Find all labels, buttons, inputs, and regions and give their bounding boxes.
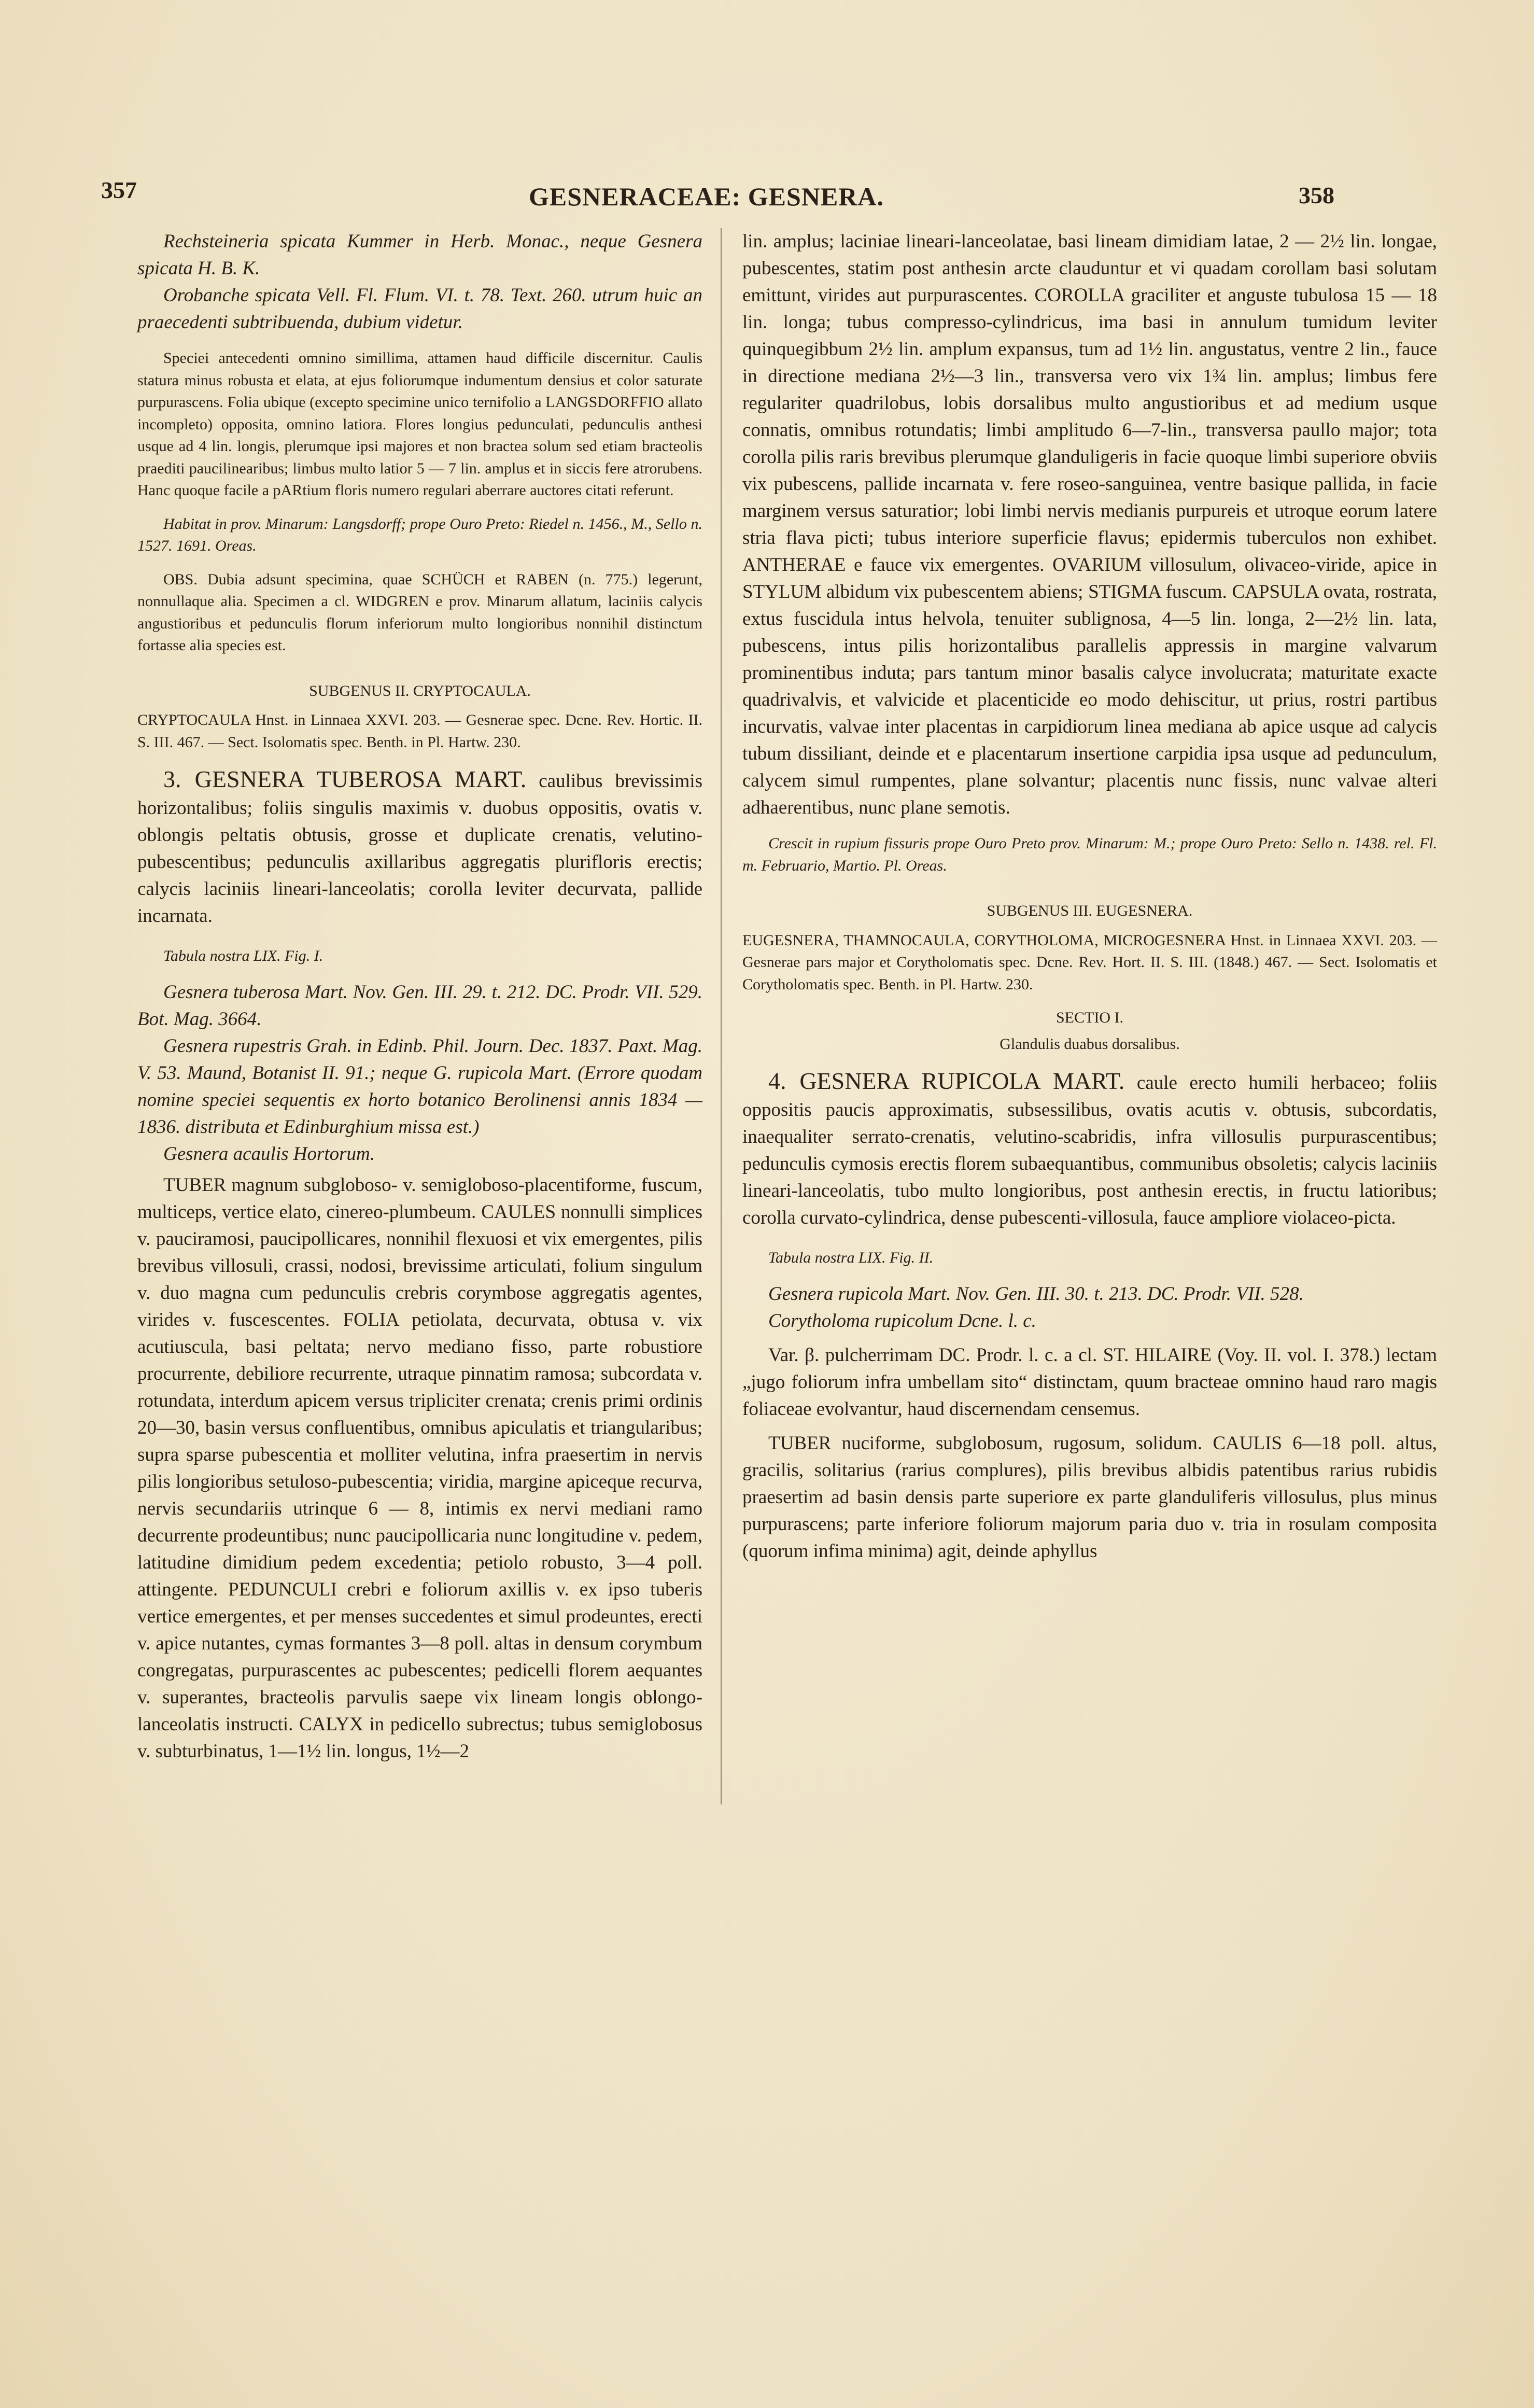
- habitat: Habitat in prov. Minarum: Langsdorff; prope Ouro Preto: Riedel n. 1456., M., Sello n. 1527. 1691. Oreas.: [137, 515, 702, 554]
- running-title: GESNERACEAE: GESNERA.: [529, 182, 884, 211]
- subgenus-references: EUGESNERA, THAMNOCAULA, CORYTHOLOMA, MICROGESNERA Hnst. in Linnaea XXVI. 203. — Gesnerae pars major et Corytholomatis spec. Dcne. Rev. Hort. II. S. III. (1848.) 467. — Sect. Isolomatis et Corytholomatis spec. Benth. in Pl. Hartw. 230.: [742, 931, 1437, 993]
- species-diagnosis: [137, 765, 702, 930]
- species-diagnosis-text: caule erecto humili herbaceo; foliis oppositis paucis approximatis, subsessilibus, ovatis acutis v. obtusis, subcordatis, inaequaliter serrato-crenatis, velutino-scabridis, infra villosulis purpurascentibus; pedunculis cymosis erectis florem subaequantibus, communibus obsoletis; calycis laciniis lineari-lanceolatis, tubo multo longioribus, post anthesin erectis, in fructu latioribus; corolla curvato-cylindrica, dense pubescenti-villosula, fauce ampliore violaceo-picta.: [742, 1072, 1438, 1228]
- synonym: Gesnera tuberosa Mart. Nov. Gen. III. 29. t. 212. DC. Prodr. VII. 529. Bot. Mag. 3664.: [137, 981, 702, 1030]
- page-number-left: 357: [101, 177, 137, 203]
- synonym: Gesnera rupicola Mart. Nov. Gen. III. 30. t. 213. DC. Prodr. VII. 528.: [768, 1283, 1304, 1305]
- section-heading: SECTIO I.: [1056, 1009, 1123, 1026]
- synonym: Gesnera rupestris Grah. in Edinb. Phil. Journ. Dec. 1837. Paxt. Mag. V. 53. Maund, Botanist II. 91.; neque G. rupicola Mart. (Errore quodam nomine speciei sequentis ex horto botanico Berolinensi annis 1834 — 1836. distributa et Edinburghium missa est.): [137, 1035, 702, 1138]
- synonym: Gesnera acaulis Hortorum.: [163, 1143, 375, 1165]
- synonym: Orobanche spicata Vell. Fl. Flum. VI. t. 78. Text. 260. utrum huic an praecedenti subtribuenda, dubium videtur.: [137, 285, 702, 333]
- plate-reference: Tabula nostra LIX. Fig. I.: [163, 947, 323, 964]
- section-description: Glandulis duabus dorsalibus.: [1000, 1035, 1180, 1053]
- plate-reference: Tabula nostra LIX. Fig. II.: [768, 1249, 934, 1266]
- habitat: Crescit in rupium fissuris prope Ouro Preto prov. Minarum: M.; prope Ouro Preto: Sello n. 1438. rel. Fl. m. Februario, Martio. Pl. Oreas.: [742, 835, 1437, 874]
- species-heading: 3. GESNERA TUBEROSA MART.: [163, 766, 527, 792]
- subgenus-heading: SUBGENUS II. CRYPTOCAULA.: [309, 682, 531, 699]
- synonym: Corytholoma rupicolum Dcne. l. c.: [768, 1310, 1036, 1332]
- observation: OBS. Dubia adsunt specimina, quae SCHÜCH et RABEN (n. 775.) legerunt, nonnullaque alia. Specimen a cl. WIDGREN e prov. Minarum allatum, laciniis calycis angustioribus et pedunculis florum inferiorum multo longioribus nonnihil distinctum fortasse alia species est.: [137, 570, 702, 654]
- description-paragraph: TUBER magnum subgloboso- v. semigloboso-placentiforme, fuscum, multiceps, vertice elato, cinereo-plumbeum. CAULES nonnulli simplices v. pauciramosi, paucipollicares, nonnihil flexuosi et vix emergentes, pilis brevibus villosuli, crassi, nodosi, brevissime articulati, folium singulum v. duo magna cum pedunculis crebris corymbose aggregatis agentes, virides v. fuscescentes. FOLIA petiolata, decurvata, obtusa v. vix acutiuscula, basi peltata; nervo mediano fisso, parte robustiore procurrente, debiliore recurrente, utraque pinnatim ramosa; subcordata v. rotundata, interdum apicem versus tripliciter crenata; crenis primi ordinis 20—30, basin versus confluentibus, omnibus apiculatis et triangularibus; supra sparse pubescentia et molliter velutina, infra praesertim in nervis pilis longioribus setuloso-pubescentia; viridia, margine apiceque recurva, nervis secundariis utrinque 6 — 8, intimis ex nervi mediani ramo decurrente prodeuntibus; nunc paucipollicaria nunc longitudine v. pedem, latitudine dimidium pedem excedentia; petiolo robusto, 3—4 poll. attingente. PEDUNCULI crebri e foliorum axillis v. ex ipso tuberis vertice emergentes, et per menses succedentes et simul prodeuntes, erecti v. apice nutantes, cymas formantes 3—8 poll. altas in densum corymbum congregatas, purpurascentes ac pubescentes; pedicelli florem aequantes v. superantes, bracteolis parvulis saepe vix lineam longis oblongo-lanceolatis instructi. CALYX in pedicello subrectus; tubus semiglobosus v. subturbinatus, 1—1½ lin. longus, 1½—2: [137, 1174, 702, 1762]
- species-diagnosis: [742, 1067, 1437, 1231]
- note-paragraph: Speciei antecedenti omnino simillima, attamen haud difficile discernitur. Caulis statura minus robusta et elata, at ejus foliorumque indumentum densius et color saturate purpurascens. Folia ubique (excepto specimine unico ternifolio a LANGSDORFFIO allato incompleto) opposita, omnino latiora. Flores longius pedunculati, pedunculis anthesi usque ad 4 lin. longis, plerumque ipsi majores et non bractea solum sed etiam bracteolis praediti paucilinearibus; limbus multo latior 5 — 7 lin. amplus et in siccis fere atrorubens. Hanc quoque facile a pARtium floris numero regulari aberrare auctores citati referunt.: [137, 349, 702, 499]
- description-continued: lin. amplus; laciniae lineari-lanceolatae, basi lineam dimidiam latae, 2 — 2½ lin. longae, pubescentes, statim post anthesin arcte clauduntur et vi quadam corollam basi solutam emittunt, virides aut purpurascentes. COROLLA graciliter et anguste tubulosa 15 — 18 lin. longa; tubus compresso-cylindricus, ima basi in annulum tumidum leviter quinquegibbum 2½ lin. amplum expansus, tum ad 1½ lin. angustatus, ventre 2 lin., fauce in directione mediana 2½—3 lin., transversa vero vix 1¾ lin. amplus; limbus fere regulariter quadrilobus, lobis dorsalibus multo angustioribus et ad medium usque connatis, omnibus rotundatis; limbi amplitudo 6—7-lin., transversa paullo major; tota corolla pilis raris brevibus plerumque glanduligeris in facie quoque limbi superiore obviis vix pubescens, pallide incarnata v. fere roseo-sanguinea, ventre basique pallida, in facie marginem versus saturatior; lobi limbi nervis medianis purpureis et utroque eorum latere stria flava picti; tubus interiore superficie flavus; epidermis tuberculos non exhibet. ANTHERAE e fauce vix emergentes. OVARIUM villosulum, olivaceo-viride, apice in STYLUM albidum vix pubescentem abiens; STIGMA fuscum. CAPSULA ovata, rostrata, extus fuscidula intus helvola, tenuiter sublignosa, 4—5 lin. longa, 2—2½ lin. lata, pubescens, intus pilis horizontalibus parallelis appressis in margine valvarum prominentibus induta; pars tantum minor basalis calyce involucrata; maturitate exacte quadrivalvis, et valvicide et placenticide eo modo dehiscitur, ut prius, rostri partibus incurvatis, valvae inter placentas in carpidiorum linea mediana ab apice usque ad calycis tubum dissiliant, deinde et e placentarum insertione carpidia ipsa usque ad pedunculum, calycem simul rumpentes, plane solvantur; placentis nunc fissis, nunc valvae alteri adhaerentibus, nunc plane semotis.: [742, 231, 1437, 818]
- description-paragraph: TUBER nuciforme, subglobosum, rugosum, solidum. CAULIS 6—18 poll. altus, gracilis, solitarius (rarius complures), pilis brevibus albidis patentibus rarius rubidis praesertim ad basin densis parte superiore ex parte glanduliferis villosulus, plus minus purpurascens; parte inferiore foliorum majorum paria duo v. tria in rosulam composita (quorum infima minima) agit, deinde aphyllus: [742, 1432, 1437, 1562]
- species-heading: 4. GESNERA RUPICOLA MART.: [768, 1068, 1125, 1094]
- page-number-right: 358: [1299, 182, 1334, 208]
- variety-note: Var. β. pulcherrimam DC. Prodr. l. c. a cl. ST. HILAIRE (Voy. II. vol. I. 378.) lectam „jugo foliorum infra umbellam sito“ distinctam, quum bracteae omnino haud raro magis foliaceae evolvantur, haud discernendam censemus.: [742, 1344, 1437, 1420]
- column-divider: [721, 228, 722, 1804]
- left-column: [137, 228, 702, 1765]
- right-column: [742, 228, 1437, 1565]
- species-diagnosis-text: caulibus brevissimis horizontalibus; foliis singulis maximis v. duobus oppositis, ovatis v. oblongis peltatis obtusis, grosse et duplicate crenatis, velutino-pubescentibus; pedunculis axillaribus aggregatis plurifloris erectis; calycis laciniis lineari-lanceolatis; corolla leviter decurvata, pallide incarnata.: [137, 771, 703, 927]
- synonym: Rechsteineria spicata Kummer in Herb. Monac., neque Gesnera spicata H. B. K.: [137, 231, 702, 279]
- subgenus-references: CRYPTOCAULA Hnst. in Linnaea XXVI. 203. — Gesnerae spec. Dcne. Rev. Hortic. II. S. III. 467. — Sect. Isolomatis spec. Benth. in Pl. Hartw. 230.: [137, 711, 702, 751]
- subgenus-heading: SUBGENUS III. EUGESNERA.: [987, 902, 1193, 919]
